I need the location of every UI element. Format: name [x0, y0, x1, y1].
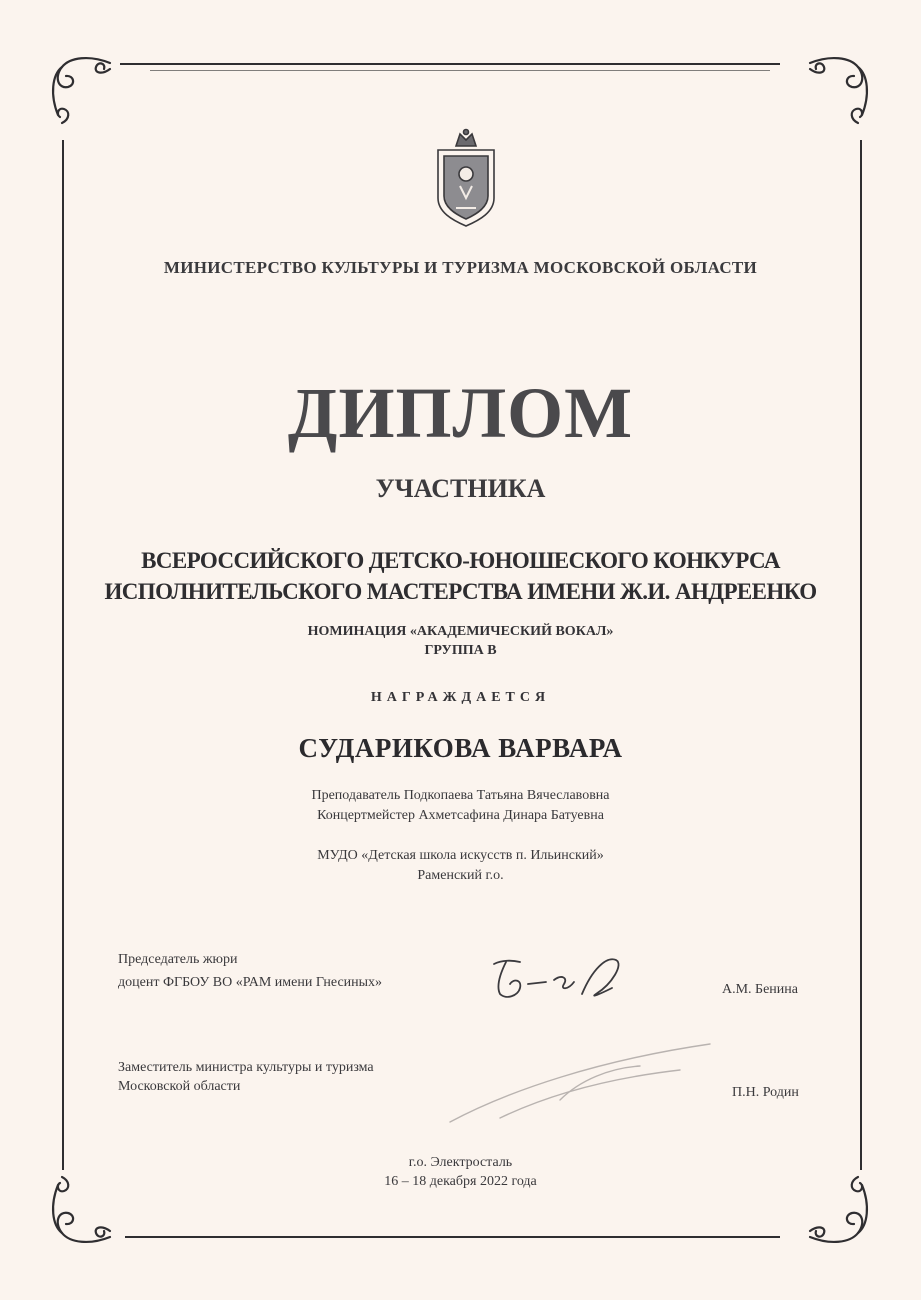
- jury-chair-name: А.М. Бенина: [722, 982, 799, 997]
- coat-of-arms-icon: [430, 128, 502, 228]
- document-title: ДИПЛОМ: [287, 373, 634, 453]
- corner-ornament-top-left: [40, 45, 120, 125]
- corner-ornament-top-right: [800, 45, 880, 125]
- nomination: НОМИНАЦИЯ «АКАДЕМИЧЕСКИЙ ВОКАЛ»: [307, 624, 614, 639]
- jury-title-line-2: доцент ФГБОУ ВО «РАМ имени Гнесиных»: [118, 975, 383, 990]
- contest-name-line-2: ИСПОЛНИТЕЛЬСКОГО МАСТЕРСТВА ИМЕНИ Ж.И. АНДРЕЕНКО: [104, 579, 817, 604]
- deputy-title-line-1: Заместитель министра культуры и туризма: [118, 1060, 374, 1075]
- frame-top-line-inner: [150, 70, 770, 71]
- teacher: Преподаватель Подкопаева Татьяна Вячеславовна: [311, 788, 610, 803]
- group: ГРУППА В: [424, 643, 497, 658]
- ministry-name: МИНИСТЕРСТВО КУЛЬТУРЫ И ТУРИЗМА МОСКОВСКОЙ ОБЛАСТИ: [163, 258, 758, 277]
- contest-name-line-1: ВСЕРОССИЙСКОГО ДЕТСКО-ЮНОШЕСКОГО КОНКУРСА: [141, 548, 780, 573]
- frame-top-line: [120, 63, 780, 65]
- recipient-name: СУДАРИКОВА ВАРВАРА: [298, 733, 623, 763]
- awarded-label: НАГРАЖДАЕТСЯ: [370, 690, 551, 705]
- city: г.о. Электросталь: [408, 1155, 513, 1170]
- handwritten-signature: [484, 950, 634, 1005]
- frame-bottom-line: [125, 1236, 780, 1238]
- document-subtitle: УЧАСТНИКА: [375, 474, 546, 503]
- deputy-minister-name: П.Н. Родин: [732, 1085, 799, 1100]
- deputy-title-line-2: Московской области: [118, 1079, 241, 1094]
- school: МУДО «Детская школа искусств п. Ильинский»: [317, 848, 604, 863]
- jury-title-line-1: Председатель жюри: [118, 952, 238, 967]
- district: Раменский г.о.: [417, 868, 504, 883]
- faint-signature: [440, 1030, 720, 1130]
- event-dates: 16 – 18 декабря 2022 года: [384, 1174, 537, 1189]
- accompanist: Концертмейстер Ахметсафина Динара Батуевна: [317, 808, 604, 823]
